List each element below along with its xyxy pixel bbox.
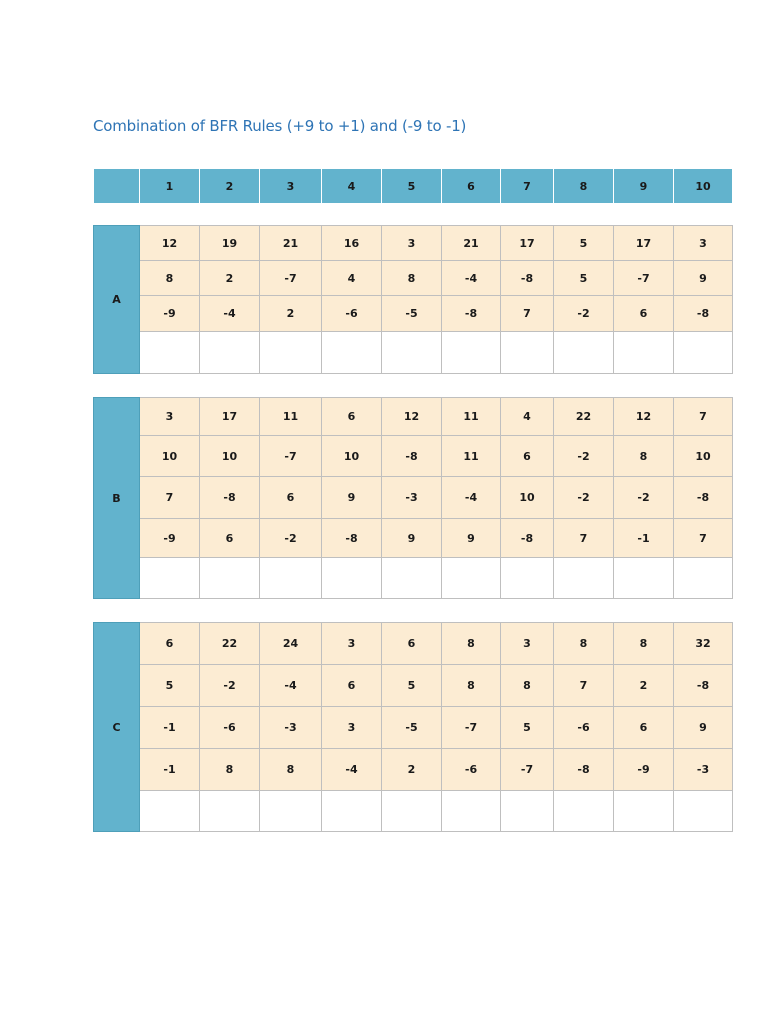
table-cell: 8 bbox=[382, 261, 442, 296]
table-cell: -1 bbox=[614, 519, 674, 558]
empty-cell bbox=[442, 791, 501, 832]
table-cell: -3 bbox=[674, 749, 733, 791]
table-cell: -2 bbox=[200, 665, 260, 707]
table-row bbox=[94, 398, 733, 436]
table-cell: -8 bbox=[200, 477, 260, 519]
table-cell: 6 bbox=[322, 665, 382, 707]
empty-cell bbox=[614, 791, 674, 832]
table-cell: 7 bbox=[554, 519, 614, 558]
table-cell: 17 bbox=[614, 226, 674, 261]
group-label: B bbox=[94, 398, 140, 599]
table-cell: 6 bbox=[260, 477, 322, 519]
group-a-table bbox=[93, 225, 733, 374]
table-cell: -9 bbox=[140, 296, 200, 332]
table-cell: -6 bbox=[554, 707, 614, 749]
empty-cell bbox=[260, 558, 322, 599]
table-cell: -8 bbox=[322, 519, 382, 558]
empty-cell bbox=[260, 791, 322, 832]
table-cell: -8 bbox=[674, 296, 733, 332]
table-cell: 10 bbox=[322, 436, 382, 477]
table-cell: 17 bbox=[501, 226, 554, 261]
table-row bbox=[94, 296, 733, 332]
table-cell: -3 bbox=[260, 707, 322, 749]
empty-cell bbox=[382, 332, 442, 374]
empty-cell bbox=[322, 332, 382, 374]
table-cell: 10 bbox=[674, 436, 733, 477]
table-cell: 9 bbox=[674, 707, 733, 749]
table-cell: 16 bbox=[322, 226, 382, 261]
table-cell: 11 bbox=[442, 436, 501, 477]
empty-cell bbox=[501, 332, 554, 374]
corner-cell bbox=[94, 169, 140, 204]
table-cell: 10 bbox=[200, 436, 260, 477]
table-cell: -2 bbox=[614, 477, 674, 519]
table-cell: 5 bbox=[382, 665, 442, 707]
table-cell: 10 bbox=[501, 477, 554, 519]
table-cell: -7 bbox=[260, 261, 322, 296]
table-row bbox=[94, 707, 733, 749]
column-header: 3 bbox=[260, 169, 322, 204]
table-cell: -4 bbox=[442, 477, 501, 519]
empty-cell bbox=[554, 558, 614, 599]
table-cell: 7 bbox=[501, 296, 554, 332]
table-cell: -2 bbox=[554, 477, 614, 519]
table-cell: -3 bbox=[382, 477, 442, 519]
empty-cell bbox=[501, 791, 554, 832]
table-cell: 22 bbox=[554, 398, 614, 436]
table-cell: 5 bbox=[554, 226, 614, 261]
column-header: 9 bbox=[614, 169, 674, 204]
empty-cell bbox=[674, 558, 733, 599]
table-cell: 3 bbox=[501, 623, 554, 665]
table-cell: 8 bbox=[200, 749, 260, 791]
table-cell: -8 bbox=[501, 261, 554, 296]
table-cell: -8 bbox=[501, 519, 554, 558]
empty-cell bbox=[442, 558, 501, 599]
group-label: A bbox=[94, 226, 140, 374]
table-cell: -2 bbox=[554, 436, 614, 477]
table-cell: 9 bbox=[674, 261, 733, 296]
table-cell: -7 bbox=[614, 261, 674, 296]
table-cell: 6 bbox=[140, 623, 200, 665]
table-cell: 7 bbox=[140, 477, 200, 519]
table-row bbox=[94, 226, 733, 261]
column-header-row bbox=[94, 169, 733, 204]
empty-cell bbox=[442, 332, 501, 374]
table-row bbox=[94, 623, 733, 665]
table-cell: 6 bbox=[322, 398, 382, 436]
table-cell: 6 bbox=[200, 519, 260, 558]
column-header: 10 bbox=[674, 169, 733, 204]
group-c-table bbox=[93, 622, 733, 832]
table-cell: -9 bbox=[614, 749, 674, 791]
table-cell: 6 bbox=[501, 436, 554, 477]
empty-cell bbox=[140, 791, 200, 832]
table-cell: -4 bbox=[260, 665, 322, 707]
empty-cell bbox=[260, 332, 322, 374]
empty-cell bbox=[322, 791, 382, 832]
table-cell: -8 bbox=[382, 436, 442, 477]
table-cell: -4 bbox=[322, 749, 382, 791]
table-cell: -2 bbox=[260, 519, 322, 558]
table-cell: -9 bbox=[140, 519, 200, 558]
table-cell: -8 bbox=[674, 665, 733, 707]
table-cell: -7 bbox=[260, 436, 322, 477]
column-header: 6 bbox=[442, 169, 501, 204]
table-cell: 2 bbox=[614, 665, 674, 707]
table-cell: 9 bbox=[322, 477, 382, 519]
table-cell: 12 bbox=[140, 226, 200, 261]
column-header-table bbox=[93, 168, 733, 204]
table-cell: -2 bbox=[554, 296, 614, 332]
table-cell: 7 bbox=[674, 519, 733, 558]
table-cell: 8 bbox=[501, 665, 554, 707]
page-title: Combination of BFR Rules (+9 to +1) and (-9 to -1) bbox=[93, 117, 467, 135]
table-cell: 3 bbox=[674, 226, 733, 261]
table-cell: 32 bbox=[674, 623, 733, 665]
table-cell: 8 bbox=[614, 623, 674, 665]
table-cell: -8 bbox=[674, 477, 733, 519]
empty-cell bbox=[674, 791, 733, 832]
table-cell: -6 bbox=[442, 749, 501, 791]
empty-cell bbox=[200, 332, 260, 374]
empty-cell bbox=[614, 332, 674, 374]
table-row bbox=[94, 519, 733, 558]
table-cell: -5 bbox=[382, 707, 442, 749]
table-cell: -8 bbox=[442, 296, 501, 332]
column-header: 4 bbox=[322, 169, 382, 204]
table-cell: -8 bbox=[554, 749, 614, 791]
table-cell: 6 bbox=[614, 296, 674, 332]
table-cell: 8 bbox=[140, 261, 200, 296]
empty-cell bbox=[382, 558, 442, 599]
table-row-empty bbox=[94, 791, 733, 832]
table-cell: 3 bbox=[322, 623, 382, 665]
table-cell: 5 bbox=[501, 707, 554, 749]
table-row-empty bbox=[94, 332, 733, 374]
empty-cell bbox=[200, 791, 260, 832]
table-row bbox=[94, 261, 733, 296]
empty-cell bbox=[200, 558, 260, 599]
table-row bbox=[94, 665, 733, 707]
empty-cell bbox=[382, 791, 442, 832]
table-cell: 8 bbox=[260, 749, 322, 791]
table-cell: 9 bbox=[442, 519, 501, 558]
column-header: 7 bbox=[501, 169, 554, 204]
table-cell: -4 bbox=[442, 261, 501, 296]
table-cell: 3 bbox=[140, 398, 200, 436]
table-row bbox=[94, 436, 733, 477]
table-cell: 8 bbox=[554, 623, 614, 665]
table-cell: 5 bbox=[140, 665, 200, 707]
table-cell: -4 bbox=[200, 296, 260, 332]
table-cell: 17 bbox=[200, 398, 260, 436]
column-header: 1 bbox=[140, 169, 200, 204]
table-row bbox=[94, 749, 733, 791]
table-row bbox=[94, 477, 733, 519]
table-cell: 7 bbox=[554, 665, 614, 707]
empty-cell bbox=[674, 332, 733, 374]
column-header: 2 bbox=[200, 169, 260, 204]
table-cell: 3 bbox=[382, 226, 442, 261]
table-cell: 8 bbox=[442, 665, 501, 707]
table-cell: 21 bbox=[260, 226, 322, 261]
table-cell: 12 bbox=[614, 398, 674, 436]
table-cell: -5 bbox=[382, 296, 442, 332]
table-cell: 22 bbox=[200, 623, 260, 665]
table-cell: 2 bbox=[200, 261, 260, 296]
table-cell: 24 bbox=[260, 623, 322, 665]
table-row-empty bbox=[94, 558, 733, 599]
table-cell: 12 bbox=[382, 398, 442, 436]
empty-cell bbox=[140, 332, 200, 374]
table-cell: -7 bbox=[442, 707, 501, 749]
table-cell: 9 bbox=[382, 519, 442, 558]
table-cell: 11 bbox=[442, 398, 501, 436]
table-cell: 11 bbox=[260, 398, 322, 436]
table-cell: -6 bbox=[200, 707, 260, 749]
table-cell: 8 bbox=[442, 623, 501, 665]
table-cell: 6 bbox=[382, 623, 442, 665]
table-cell: 4 bbox=[322, 261, 382, 296]
group-label: C bbox=[94, 623, 140, 832]
empty-cell bbox=[614, 558, 674, 599]
table-cell: 8 bbox=[614, 436, 674, 477]
empty-cell bbox=[322, 558, 382, 599]
column-header: 5 bbox=[382, 169, 442, 204]
table-cell: 2 bbox=[260, 296, 322, 332]
table-cell: 7 bbox=[674, 398, 733, 436]
group-b-table bbox=[93, 397, 733, 599]
table-cell: 5 bbox=[554, 261, 614, 296]
table-cell: 6 bbox=[614, 707, 674, 749]
column-header: 8 bbox=[554, 169, 614, 204]
empty-cell bbox=[554, 332, 614, 374]
table-cell: -1 bbox=[140, 707, 200, 749]
table-cell: 2 bbox=[382, 749, 442, 791]
table-cell: -7 bbox=[501, 749, 554, 791]
table-cell: 19 bbox=[200, 226, 260, 261]
table-cell: -1 bbox=[140, 749, 200, 791]
table-cell: 10 bbox=[140, 436, 200, 477]
table-cell: 3 bbox=[322, 707, 382, 749]
table-cell: -6 bbox=[322, 296, 382, 332]
empty-cell bbox=[501, 558, 554, 599]
empty-cell bbox=[554, 791, 614, 832]
table-cell: 21 bbox=[442, 226, 501, 261]
empty-cell bbox=[140, 558, 200, 599]
table-cell: 4 bbox=[501, 398, 554, 436]
